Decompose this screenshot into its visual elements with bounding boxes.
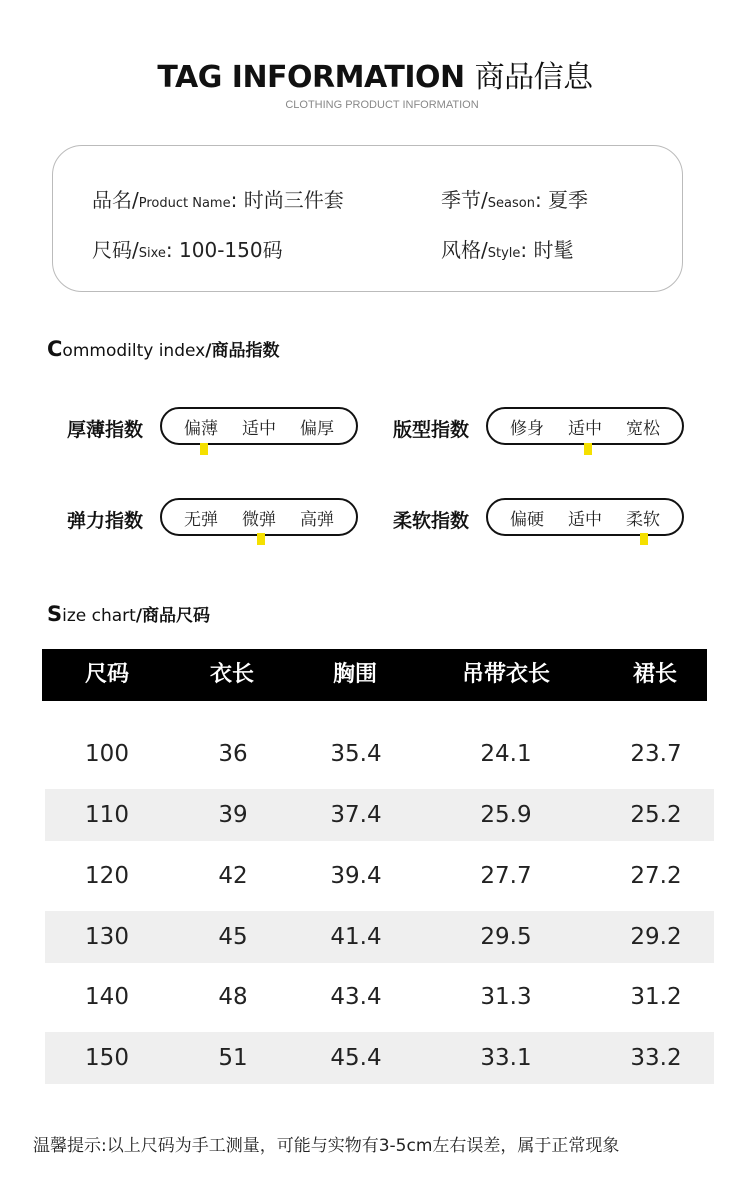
size-sep: :	[165, 238, 173, 262]
style-field	[441, 234, 574, 263]
commodity-index-title	[47, 336, 279, 361]
fit-marker	[584, 443, 592, 455]
cell-skirt-length: 27.2	[630, 863, 682, 889]
cell-chest: 37.4	[330, 802, 382, 828]
cell-length: 39	[218, 802, 248, 828]
cell-length: 36	[218, 741, 248, 767]
fit-option: 适中	[568, 418, 602, 439]
cell-chest: 45.4	[330, 1045, 382, 1071]
product-name-value: 时尚三件套	[243, 188, 344, 212]
size-label: 尺码/	[92, 238, 139, 262]
cell-camisole-length: 29.5	[480, 924, 532, 950]
cell-camisole-length: 31.3	[480, 984, 532, 1010]
table-row	[45, 850, 714, 902]
season-value: 夏季	[548, 188, 589, 212]
commodity-index-title-initial: C	[47, 337, 63, 361]
header-camisole-length: 吊带衣长	[461, 662, 551, 687]
cell-skirt-length: 25.2	[630, 802, 682, 828]
cell-skirt-length: 23.7	[630, 741, 682, 767]
cell-size: 100	[85, 741, 129, 767]
measurement-note: 温馨提示:以上尺码为手工测量，可能与实物有3-5cm左右误差，属于正常现象	[33, 1136, 620, 1156]
cell-chest: 39.4	[330, 863, 382, 889]
thickness-option: 适中	[242, 418, 276, 439]
thickness-option: 偏厚	[300, 418, 334, 439]
fit-index-label: 版型指数	[393, 419, 470, 441]
page-subtitle: CLOTHING PRODUCT INFORMATION	[285, 99, 479, 111]
style-label-en: Style	[487, 246, 521, 261]
cell-camisole-length: 24.1	[480, 741, 532, 767]
thickness-index-label: 厚薄指数	[67, 419, 144, 441]
title-cn: 商品信息	[474, 60, 593, 95]
elasticity-index-label: 弹力指数	[67, 510, 144, 532]
style-value: 时髦	[533, 238, 574, 262]
season-label: 季节/	[441, 188, 488, 212]
product-name-label-en: Product Name	[138, 196, 231, 211]
size-label-en: Sixe	[138, 246, 166, 261]
cell-camisole-length: 27.7	[480, 863, 532, 889]
product-name-sep: :	[230, 188, 238, 212]
thickness-option: 偏薄	[184, 418, 218, 439]
size-chart-title-initial: S	[47, 602, 63, 626]
size-field	[92, 234, 283, 263]
cell-camisole-length: 25.9	[480, 802, 532, 828]
tag-info-box	[52, 145, 683, 292]
product-name-field	[92, 184, 344, 213]
size-chart-title-cn: /商品尺码	[135, 606, 211, 626]
commodity-index-title-cn: /商品指数	[205, 341, 280, 361]
commodity-index-title-en: ommodilty index	[62, 341, 206, 361]
cell-chest: 35.4	[330, 741, 382, 767]
softness-option: 偏硬	[510, 509, 544, 530]
cell-chest: 43.4	[330, 984, 382, 1010]
cell-skirt-length: 31.2	[630, 984, 682, 1010]
thickness-marker	[200, 443, 208, 455]
fit-option: 修身	[510, 418, 544, 439]
table-row	[45, 971, 714, 1023]
softness-index-label: 柔软指数	[393, 510, 470, 532]
product-name-label: 品名/	[92, 188, 139, 212]
size-chart-title-en: ize chart	[62, 606, 136, 626]
cell-skirt-length: 29.2	[630, 924, 682, 950]
size-chart-title	[47, 601, 210, 626]
cell-camisole-length: 33.1	[480, 1045, 532, 1071]
title-en: TAG INFORMATION	[157, 60, 465, 95]
table-row	[45, 911, 714, 963]
season-sep: :	[534, 188, 542, 212]
header-length: 衣长	[209, 662, 255, 687]
page-title	[0, 52, 750, 96]
cell-length: 42	[218, 863, 248, 889]
elasticity-option: 无弹	[184, 509, 218, 530]
cell-size: 130	[85, 924, 129, 950]
elasticity-index-scale	[160, 498, 358, 536]
season-field	[441, 184, 588, 213]
softness-option: 柔软	[626, 509, 660, 530]
elasticity-option: 高弹	[300, 509, 334, 530]
season-label-en: Season	[487, 196, 535, 211]
style-sep: :	[520, 238, 528, 262]
elasticity-marker	[257, 533, 265, 545]
cell-size: 110	[85, 802, 129, 828]
header-size: 尺码	[84, 662, 130, 687]
cell-size: 140	[85, 984, 129, 1010]
softness-index-scale	[486, 498, 684, 536]
table-row	[45, 1032, 714, 1084]
cell-length: 45	[218, 924, 248, 950]
fit-index-scale	[486, 407, 684, 445]
table-row	[45, 789, 714, 841]
header-chest: 胸围	[332, 662, 378, 687]
softness-marker	[640, 533, 648, 545]
cell-size: 150	[85, 1045, 129, 1071]
cell-length: 51	[218, 1045, 248, 1071]
cell-size: 120	[85, 863, 129, 889]
style-label: 风格/	[441, 238, 488, 262]
thickness-index-scale	[160, 407, 358, 445]
header-skirt-length: 裙长	[632, 662, 678, 687]
size-value: 100-150码	[179, 238, 283, 262]
softness-option: 适中	[568, 509, 602, 530]
cell-skirt-length: 33.2	[630, 1045, 682, 1071]
cell-chest: 41.4	[330, 924, 382, 950]
fit-option: 宽松	[626, 418, 660, 439]
elasticity-option: 微弹	[242, 509, 276, 530]
table-row	[45, 728, 714, 780]
size-table-header	[42, 649, 707, 701]
cell-length: 48	[218, 984, 248, 1010]
